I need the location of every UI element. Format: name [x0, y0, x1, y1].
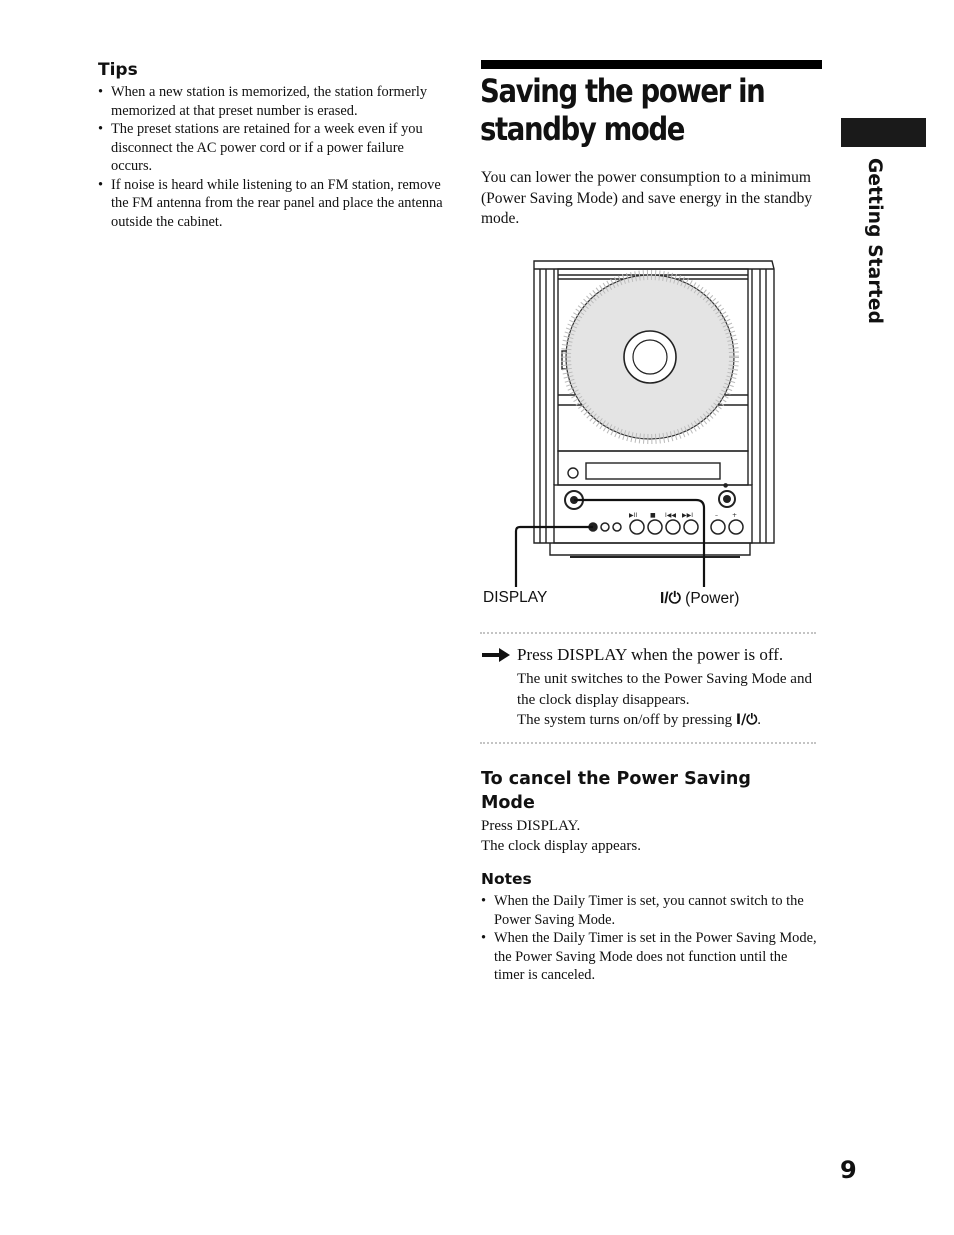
- cancel-section-heading: To cancel the Power Saving Mode: [481, 769, 751, 813]
- tip-item: • The preset stations are retained for a week even if you disconnect the AC power cord or if a power failure occurs.: [98, 120, 448, 176]
- power-button-label: [660, 590, 739, 608]
- unit-illustration: [510, 255, 780, 615]
- page-number: 9: [840, 1156, 857, 1184]
- step-divider-bottom: [480, 742, 816, 744]
- step-detail: [517, 669, 827, 731]
- svg-text:▶▶I: ▶▶I: [682, 512, 693, 519]
- tips-heading: Tips: [98, 60, 138, 80]
- tip-item: • If noise is heard while listening to an FM station, remove the FM antenna from the rear panel and place the antenna outside the cabinet.: [98, 176, 448, 232]
- section-tab-marker: [841, 118, 926, 147]
- cancel-line: The clock display appears.: [481, 838, 641, 854]
- step-detail-end: .: [757, 712, 762, 728]
- arrow-right-icon: [481, 647, 511, 663]
- display-button-label: DISPLAY: [483, 589, 548, 606]
- svg-text:▶II: ▶II: [629, 512, 638, 519]
- note-item: • When the Daily Timer is set in the Power Saving Mode, the Power Saving Mode does not function until the timer is canceled.: [481, 929, 821, 985]
- display-window: [586, 463, 720, 479]
- power-icon: I/⏻: [735, 712, 758, 728]
- notes-heading: Notes: [481, 870, 532, 888]
- step-detail-line: The unit switches to the Power Saving Mode and the clock display disappears.: [517, 671, 812, 708]
- step-instruction: Press DISPLAY when the power is off.: [517, 645, 784, 664]
- power-icon: I/⏻: [660, 590, 681, 607]
- cancel-section-text: [481, 816, 641, 856]
- svg-text:■: ■: [650, 512, 656, 519]
- step-detail-text: The system turns on/off by pressing: [517, 712, 736, 728]
- step-divider-top: [480, 632, 816, 634]
- svg-text:●: ●: [723, 482, 729, 489]
- page-title: Saving the power in standby mode: [480, 72, 765, 148]
- tips-list: [98, 83, 448, 231]
- svg-text:–: –: [715, 512, 718, 519]
- notes-list: [481, 892, 821, 985]
- step-detail-line: [517, 710, 827, 731]
- cancel-line: Press DISPLAY.: [481, 818, 581, 834]
- intro-paragraph: You can lower the power consumption to a minimum (Power Saving Mode) and save energy in the standby mode.: [481, 169, 813, 227]
- tip-item: • When a new station is memorized, the station formerly memorized at that preset number is erased.: [98, 83, 448, 120]
- power-label-text: (Power): [680, 590, 740, 607]
- svg-text:I◀◀: I◀◀: [665, 512, 676, 519]
- section-tab-label: Getting Started: [864, 158, 885, 325]
- svg-text:+: +: [732, 512, 738, 519]
- title-rule: [481, 60, 822, 69]
- note-item: • When the Daily Timer is set, you cannot switch to the Power Saving Mode.: [481, 892, 821, 929]
